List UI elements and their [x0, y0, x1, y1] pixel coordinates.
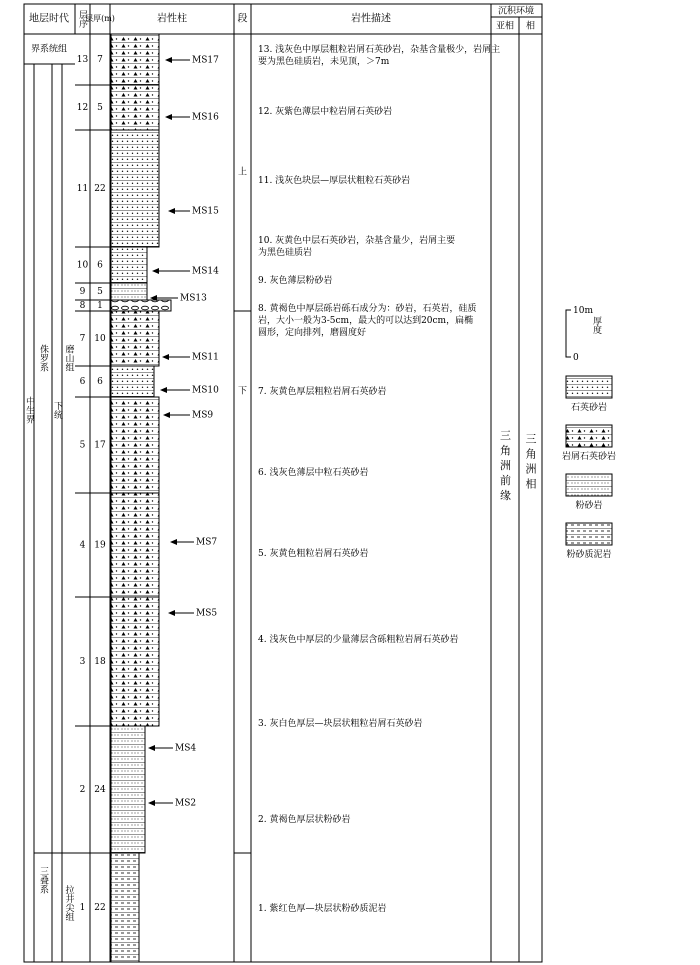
layer-thickness: 17: [94, 440, 106, 451]
layer-group: [75, 34, 500, 962]
header-subfacies: 亚相: [495, 21, 515, 32]
layer-thickness: 22: [94, 184, 106, 194]
sample-label: MS4: [175, 743, 197, 754]
layer-number: 10: [76, 260, 89, 271]
sample-label: MS5: [196, 608, 218, 619]
layer-thickness: 19: [94, 540, 106, 551]
lithology-bar: [111, 597, 159, 726]
sample-arrow-head: [152, 268, 159, 274]
sample-label: MS2: [175, 798, 197, 809]
layer-thickness: 1: [97, 301, 103, 311]
legend-label: 岩屑石英砂岩: [561, 452, 617, 462]
header-environment: 沉积环境: [497, 6, 535, 17]
lithology-bar: [111, 247, 147, 283]
subfacies-value: 三角洲前缘: [498, 429, 512, 505]
sample-label: MS13: [180, 293, 207, 304]
lithology-bar: [111, 283, 147, 300]
layer-description: 9. 灰色薄层粉砂岩: [258, 276, 333, 286]
layer-description: 5. 灰黄色粗粒岩屑石英砂岩: [258, 549, 369, 559]
layer-description: 1. 紫红色厚—块层状粉砂质泥岩: [258, 904, 387, 914]
sample-arrow-head: [165, 57, 172, 63]
jurassic-label: 侏罗系: [38, 344, 48, 372]
layer-number: 7: [79, 334, 86, 344]
lithology-bar: [111, 493, 159, 597]
segment-upper-label: 上: [237, 167, 248, 178]
layer-number: 5: [79, 440, 86, 451]
sample-arrow-head: [148, 800, 155, 806]
layer-thickness: 22: [94, 903, 106, 913]
lithology-bar: [111, 311, 159, 366]
layer-description: 2. 黄褐色厚层状粉砂岩: [258, 815, 351, 825]
thickness-scale: [566, 306, 602, 363]
lajian-formation-label: 拉井尖组: [63, 885, 74, 921]
layer-thickness: 6: [97, 260, 103, 271]
layer-description: 4. 浅灰色中厚层的少量薄层含砾粗粒岩屑石英砂岩: [258, 635, 459, 645]
sample-label: MS16: [192, 112, 219, 123]
facies-value: 三角洲相: [524, 433, 537, 493]
header-era: 地层时代: [29, 13, 69, 25]
legend: [562, 376, 616, 560]
layer-thickness: 5: [97, 103, 103, 113]
layer-number: 9: [79, 287, 86, 297]
sample-label: MS14: [192, 266, 219, 277]
sample-label: MS7: [196, 537, 218, 548]
header-facies: 相: [525, 21, 536, 32]
segment-lower-label: 下: [237, 386, 248, 397]
layer-number: 2: [79, 785, 86, 795]
sample-label: MS15: [192, 206, 219, 217]
layer-thickness: 18: [94, 657, 106, 667]
legend-swatch: [566, 474, 612, 496]
sample-arrow-head: [163, 412, 170, 418]
layer-number: 13: [76, 55, 89, 65]
legend-label: 粉砂质泥岩: [566, 550, 612, 560]
layer-description: 6. 浅灰色薄层中粒石英砂岩: [258, 468, 369, 478]
layer-description: 12. 灰紫色薄层中粒岩屑石英砂岩: [258, 107, 393, 117]
lithology-bar: [111, 85, 159, 130]
header-thickness: 层厚(m): [85, 14, 115, 23]
layer-description: 10. 灰黄色中层石英砂岩，杂基含量少，岩屑主要为黑色硅质岩: [258, 236, 456, 258]
legend-swatch: [566, 425, 612, 447]
layer-thickness: 10: [94, 334, 106, 344]
layer-number: 6: [79, 377, 86, 387]
sample-label: MS10: [192, 385, 219, 396]
sample-arrow-head: [162, 354, 169, 360]
sample-arrow-head: [168, 610, 175, 616]
layer-description: 13. 浅灰色中厚层粗粒岩屑石英砂岩，杂基含量极少，岩屑主要为黑色硅质岩，未见顶，＞7m: [258, 45, 501, 67]
header-segment: 段: [237, 13, 248, 25]
sample-arrow-head: [170, 539, 177, 545]
layer-number: 12: [76, 103, 89, 113]
layer-number: 4: [79, 540, 86, 551]
sample-arrow-head: [148, 745, 155, 751]
header-column: 岩性柱: [157, 13, 187, 25]
lower-series-label: 下统: [52, 401, 62, 419]
layer-thickness: 6: [97, 377, 103, 387]
lithology-bar: [111, 726, 145, 853]
scale-bottom-label: 0: [573, 353, 579, 363]
lithology-bar: [111, 300, 171, 311]
layer-thickness: 5: [97, 287, 103, 297]
top-system-label: 界系统组: [30, 44, 68, 55]
lithology-bar: [111, 853, 139, 962]
sample-arrow-head: [165, 114, 172, 120]
layer-description: 3. 灰白色厚层—块层状粗粒岩屑石英砂岩: [258, 719, 423, 729]
legend-label: 石英砂岩: [570, 403, 608, 413]
header-description: 岩性描述: [351, 13, 391, 25]
layer-description: 7. 灰黄色厚层粗粒岩屑石英砂岩: [258, 387, 387, 397]
triassic-label: 三叠系: [38, 866, 48, 894]
legend-swatch: [566, 523, 612, 545]
header-layer-no: 层序: [77, 10, 87, 28]
layer-description: 8. 黄褐色中厚层砾岩砾石成分为：砂岩，石英岩，硅质岩，大小一般为3-5cm，最大的可以达到20cm，扁椭圆形，定向排列，磨圆度好: [258, 304, 477, 338]
legend-label: 粉砂岩: [575, 501, 603, 511]
lithology-bar: [111, 366, 154, 397]
layer-number: 11: [76, 184, 89, 194]
moshan-formation-label: 磨山组: [63, 344, 74, 372]
lithology-bar: [111, 397, 159, 493]
layer-number: 1: [79, 903, 86, 913]
sample-label: MS11: [192, 352, 219, 363]
layer-thickness: 24: [94, 785, 106, 795]
legend-swatch: [566, 376, 612, 398]
lithology-bar: [111, 130, 159, 247]
layer-description: 11. 浅灰色块层—厚层状粗粒石英砂岩: [258, 176, 411, 186]
sample-arrow-head: [160, 387, 167, 393]
sample-label: MS17: [192, 55, 219, 66]
lithology-bar: [111, 34, 159, 85]
layer-thickness: 7: [97, 55, 103, 65]
sample-label: MS9: [192, 410, 214, 421]
erathem-label: 中生界: [24, 396, 34, 424]
scale-label: 厚度: [591, 316, 601, 334]
layer-number: 8: [79, 301, 86, 311]
layer-number: 3: [79, 657, 86, 667]
sample-arrow-head: [168, 208, 175, 214]
scale-top-label: 10m: [573, 306, 593, 316]
